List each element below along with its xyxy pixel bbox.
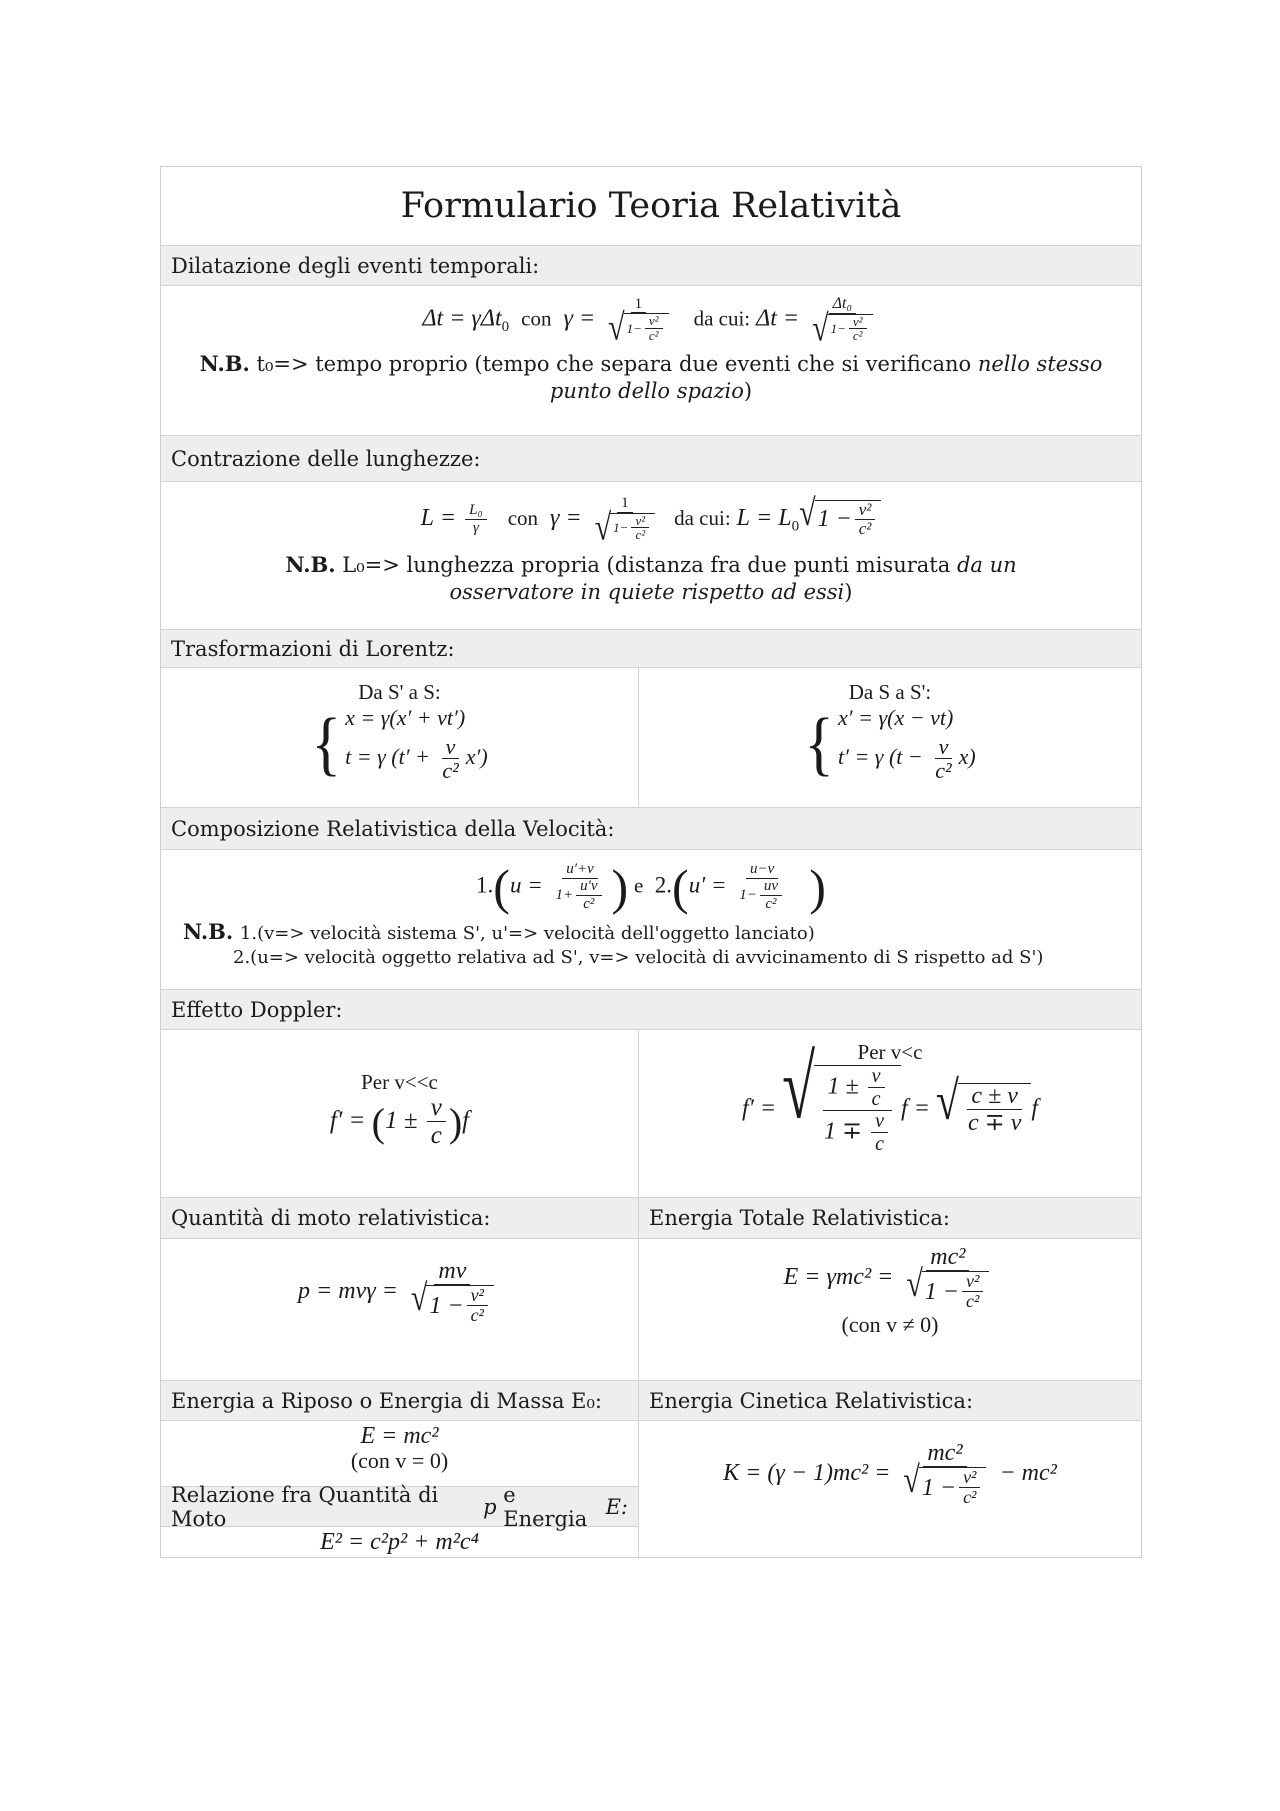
condition-v-zero: (con v = 0) <box>350 1448 449 1473</box>
formula-time-dilation: Δt = γΔt$_0$ con γ = 1 √ 1− $\frac{\text{v²}}{\text{c²}}$ da cui: Δt = Δt₀ √ 1− $\frac{\text{v²}}{\text{c²}}$ <box>161 286 1141 344</box>
note-velocity-1: N.B. 1.(v=> velocità sistema S', u'=> velocità dell'oggetto lanciato) <box>183 919 815 944</box>
section-header-doppler: Effetto Doppler: <box>161 990 1141 1030</box>
page-title: Formulario Teoria Relatività <box>161 167 1141 246</box>
section-body-lorentz <box>161 668 1141 808</box>
formula-energy-momentum: E² = c²p² + m²c⁴ <box>320 1529 479 1555</box>
section-header-dilatazione: Dilatazione degli eventi temporali: <box>161 246 1141 286</box>
formula-lorentz-inverse: { x = γ(x′ + vt′) t = γ (t′ + $\frac{v}{\text{c²}}$ x′) <box>311 705 488 784</box>
section-header-velocita: Composizione Relativistica della Velocità: <box>161 808 1141 850</box>
condition-v-nonzero: (con v ≠ 0) <box>841 1311 939 1337</box>
formula-total-energy: E = γmc² = mc² √ 1 − $\frac{\text{v²}}{\text{c²}}$ (con v ≠ 0) <box>639 1239 1141 1380</box>
formula-velocity-addition: 1.(u = u′+v 1+ $\frac{u'v}{\text{c²}}$ ) e 2.(u′ = u−v 1− $\frac{uv}{\text{c²}}$ ) <box>476 859 826 915</box>
label-con: con <box>507 505 539 530</box>
formula-kinetic-energy: K = (γ − 1)mc² = mc² √ 1 − $\frac{\text{v²}}{\text{c²}}$ − mc² <box>723 1440 1057 1508</box>
section-body-contrazione <box>161 482 1141 630</box>
rest-energy-column <box>161 1381 639 1557</box>
doppler-relativistic <box>639 1030 1141 1197</box>
label-da-cui: da cui: <box>674 505 731 530</box>
formula-rest-energy: E = mc² (con v = 0) <box>161 1421 638 1487</box>
label-con: con <box>521 306 552 331</box>
section-header-energia-totale: Energia Totale Relativistica: <box>639 1198 1141 1238</box>
section-header-energia-cinetica: Energia Cinetica Relativistica: <box>639 1381 1141 1421</box>
note-velocity-2: 2.(u=> velocità oggetto relativa ad S', v=> velocità di avvicinamento di S rispetto ad S') <box>233 947 1044 969</box>
formula-doppler-approx: f′ = (1 ± $\frac{v}{c}$ )f <box>329 1094 470 1150</box>
section-header-lorentz: Trasformazioni di Lorentz: <box>161 630 1141 668</box>
formula-length-contraction: L = $\frac{\text{L₀}}{\gamma}$ con γ = 1 √ 1− $\frac{\text{v²}}{\text{c²}}$ da cui: $L = L_0$ √ 1 − $\frac{\text{v²}}{\text{c²}}$ <box>161 482 1141 543</box>
section-header-energia-riposo: Energia a Riposo o Energia di Massa E₀: <box>161 1381 638 1421</box>
formula-doppler-exact: f′ = √ 1 ± $\frac{v}{c}$ 1 ∓ $\frac{v}{c}$ f = √ $\frac{c \pm v}{c \mp v}$ f <box>741 1038 1039 1155</box>
section-rest-kinetic <box>161 1381 1141 1557</box>
lorentz-s-to-s-prime <box>639 668 1141 807</box>
section-header-quantita-moto: Quantità di moto relativistica: <box>161 1198 639 1238</box>
section-header-contrazione: Contrazione delle lunghezze: <box>161 436 1141 482</box>
formula-momentum: p = mvγ = mv √ 1 − $\frac{\text{v²}}{\text{c²}}$ <box>161 1239 639 1380</box>
label-v-much-less-c: Per v<<c <box>361 1070 438 1094</box>
label-s-to-s-prime: Da S a S': <box>848 680 932 704</box>
formula-lorentz-direct: { x′ = γ(x − vt) t′ = γ (t − $\frac{v}{\text{c²}}$ x) <box>804 705 976 784</box>
note-proper-time: N.B. t₀=> tempo proprio (tempo che separa due eventi che si verificano nello stesso punto dello spazio) <box>199 350 1103 404</box>
section-body-velocita <box>161 850 1141 990</box>
section-body-dilatazione <box>161 286 1141 436</box>
lorentz-s-prime-to-s <box>161 668 639 807</box>
kinetic-energy-column <box>639 1381 1141 1557</box>
label-da-cui: da cui: <box>693 306 751 331</box>
headers-momentum-energy <box>161 1198 1141 1239</box>
label-v-less-c: Per v<c <box>857 1040 923 1064</box>
note-proper-length: N.B. L₀=> lunghezza propria (distanza fra due punti misurata da un osservatore in quiete rispetto ad essi) <box>285 551 1017 605</box>
section-body-momentum-energy <box>161 1239 1141 1381</box>
doppler-low-speed <box>161 1030 639 1197</box>
section-body-doppler <box>161 1030 1141 1198</box>
label-s-prime-to-s: Da S' a S: <box>358 680 441 704</box>
section-header-relazione: Relazione fra Quantità di Moto p e Energia E: <box>161 1487 638 1527</box>
formula-sheet <box>160 166 1142 1558</box>
